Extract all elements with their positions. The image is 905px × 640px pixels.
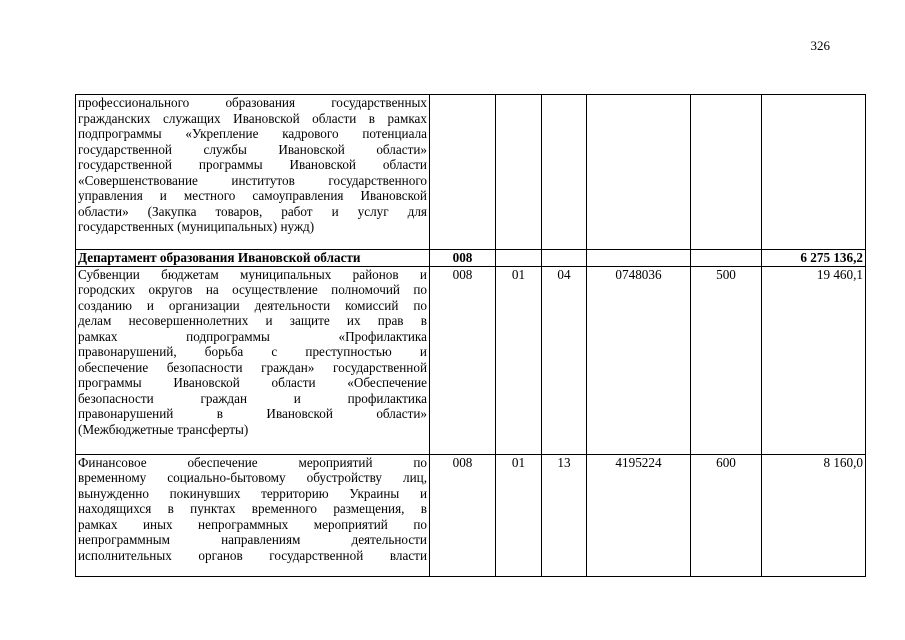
table-row-department [76, 250, 866, 267]
table-row [76, 266, 866, 454]
cell-target: 4195224 [587, 454, 691, 576]
cell-expense-type [691, 95, 762, 250]
cell-subsection: 04 [542, 266, 587, 454]
cell-subsection [542, 95, 587, 250]
cell-amount: 6 275 136,2 [762, 250, 866, 267]
cell-code: 008 [430, 266, 496, 454]
cell-amount [762, 95, 866, 250]
cell-code: 008 [430, 454, 496, 576]
budget-table [75, 94, 866, 577]
table-row [76, 454, 866, 576]
cell-amount: 19 460,1 [762, 266, 866, 454]
row-description: Субвенции бюджетам муниципальных районов и городских округов на осуществление полномочий по созданию и организации деятельности комиссий по делам несовершеннолетних и защите их прав в рамках подпрограммы «Профилактика правонарушений, борьба с преступностью и обеспечение безопасности граждан» государственной программы Ивановской области «Обеспечение безопасности граждан и профилактика правонарушений в Ивановской области» (Межбюджетные трансферты) [76, 266, 430, 454]
cell-target: 0748036 [587, 266, 691, 454]
cell-subsection [542, 250, 587, 267]
cell-section [496, 95, 542, 250]
cell-section: 01 [496, 454, 542, 576]
cell-section: 01 [496, 266, 542, 454]
department-name: Департамент образования Ивановской области [76, 250, 430, 267]
table-row [76, 95, 866, 250]
cell-target [587, 250, 691, 267]
cell-expense-type: 500 [691, 266, 762, 454]
cell-amount: 8 160,0 [762, 454, 866, 576]
page-number: 326 [810, 38, 830, 53]
cell-expense-type: 600 [691, 454, 762, 576]
row-description: профессионального образования государственных гражданских служащих Ивановской области в рамках подпрограммы «Укрепление кадрового потенциала государственной службы Ивановской области» государственной программы Ивановской области «Совершенствование институтов государственного управления и местного самоуправления Ивановской области» (Закупка товаров, работ и услуг для государственных (муниципальных) нужд) [76, 95, 430, 250]
cell-code [430, 95, 496, 250]
cell-target [587, 95, 691, 250]
cell-section [496, 250, 542, 267]
cell-subsection: 13 [542, 454, 587, 576]
cell-code: 008 [430, 250, 496, 267]
cell-expense-type [691, 250, 762, 267]
row-description: Финансовое обеспечение мероприятий по временному социально-бытовому обустройству лиц, вынужденно покинувших территорию Украины и находящихся в пунктах временного размещения, в рамках иных непрограммных мероприятий по непрограммным направлениям деятельности исполнительных органов государственной власти [76, 454, 430, 576]
